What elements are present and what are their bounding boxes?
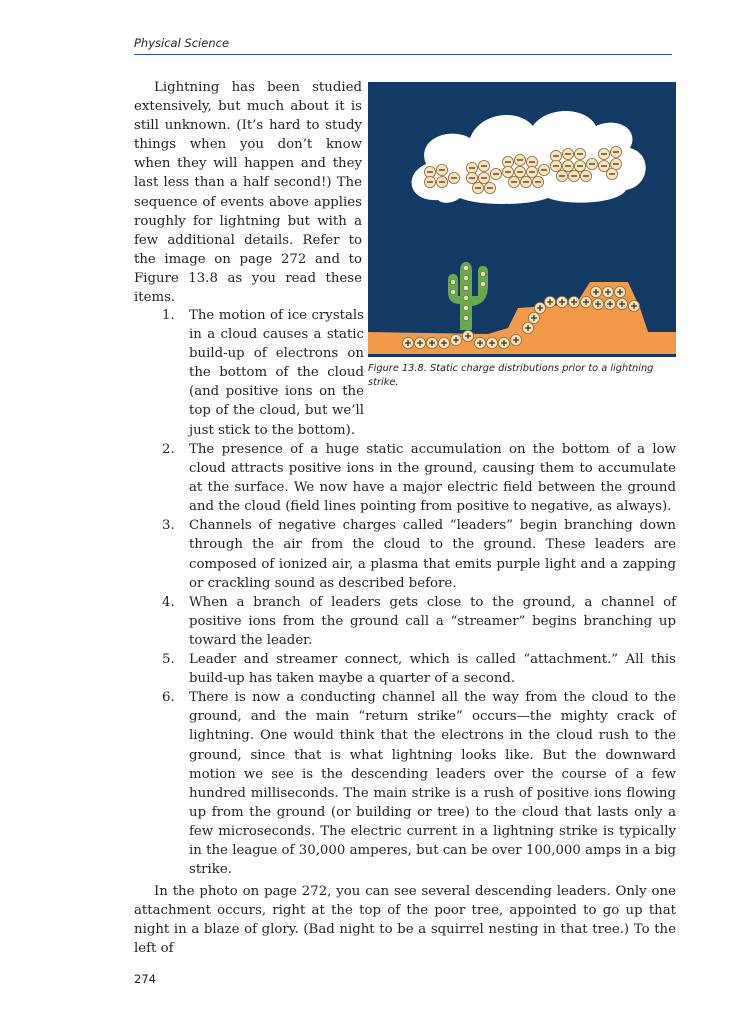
positive-charge-icon	[426, 337, 437, 348]
negative-charge-icon	[610, 158, 621, 169]
list-item-3	[162, 516, 676, 592]
figure-charge-distribution	[368, 82, 676, 357]
negative-charge-icon	[550, 160, 561, 171]
list-text: The motion of ice crystals in a cloud causes a static build-up of electrons on the bottom of the cloud (and positive ions on the top of the cloud, but we’ll just stick to the bottom).	[189, 308, 364, 438]
list-item-1	[162, 306, 364, 440]
positive-charge-icon	[498, 337, 509, 348]
cactus	[448, 262, 488, 330]
negative-charge-icon	[562, 160, 573, 171]
negative-charge-icon	[514, 166, 525, 177]
negative-charge-icon	[436, 176, 447, 187]
list-text: The presence of a huge static accumulation on the bottom of a low cloud attracts positive ions in the ground, causing them to accumulate at the surface. We now have a major electric field between the ground and the cloud (field lines pointing from positive to negative, as always).	[189, 442, 676, 515]
negative-charge-icon	[606, 168, 617, 179]
positive-charge-icon	[450, 334, 461, 345]
negative-charge-icon	[550, 150, 561, 161]
negative-charge-icon	[598, 148, 609, 159]
negative-charge-icon	[526, 156, 537, 167]
numbered-list	[162, 440, 676, 879]
negative-charge-icon	[556, 170, 567, 181]
closing-paragraph: In the photo on page 272, you can see several descending leaders. Only one attachment occurs, right at the top of the poor tree, appointed to go up that night in a blaze of glory. (Bad night to be a squirrel nesting in that tree.) To the left of	[134, 884, 676, 957]
positive-charge-icon	[592, 298, 603, 309]
negative-charge-icon	[466, 172, 477, 183]
negative-charge-icon	[424, 176, 435, 187]
positive-charge-icon	[602, 286, 613, 297]
negative-charge-icon	[526, 166, 537, 177]
positive-charge-icon	[556, 296, 567, 307]
negative-charge-icon	[424, 166, 435, 177]
list-number: 2.	[162, 442, 175, 457]
negative-charge-icon	[538, 164, 549, 175]
negative-charge-icon	[490, 168, 501, 179]
negative-charge-icon	[568, 170, 579, 181]
negative-charge-icon	[532, 176, 543, 187]
positive-charge-icon	[568, 296, 579, 307]
negative-charge-icon	[586, 158, 597, 169]
negative-charge-icon	[472, 182, 483, 193]
list-number: 4.	[162, 594, 175, 610]
positive-charge-icon	[486, 337, 497, 348]
negative-charge-icon	[520, 176, 531, 187]
positive-charge-icon	[614, 286, 625, 297]
negative-charge-icon	[574, 160, 585, 171]
positive-charge-icon	[438, 337, 449, 348]
figure-illustration	[368, 82, 676, 357]
list-number: 6.	[162, 690, 175, 706]
positive-charge-icon	[616, 298, 627, 309]
positive-charge-icon	[580, 296, 591, 307]
positive-charge-icon	[474, 337, 485, 348]
list-item-6	[162, 688, 676, 879]
negative-charge-icon	[478, 172, 489, 183]
list-text: There is now a conducting channel all the way from the cloud to the ground, and the main “return strike” occurs—the mighty crack of lightning. One would think that the electrons in the cloud rush to the ground, since that is what lightning looks like. But the downward motion we see is the descending leaders over the course of a few hundred milliseconds. The main strike is a rush of positive ions flowing up from the ground (or building or tree) to the cloud that lasts only a few microseconds. The electric current in a lightning strike is typically in the league of 30,000 amperes, but can be over 100,000 amps in a big strike.	[189, 690, 676, 878]
list-item-5	[162, 650, 676, 688]
page-number: 274	[134, 972, 156, 986]
negative-charge-icon	[574, 148, 585, 159]
positive-charge-icon	[528, 312, 539, 323]
positive-charge-icon	[462, 330, 473, 341]
positive-charge-icon	[590, 286, 601, 297]
positive-charge-icon	[534, 302, 545, 313]
positive-charge-icon	[544, 296, 555, 307]
negative-charge-icon	[580, 170, 591, 181]
negative-charge-icon	[508, 176, 519, 187]
list-number: 1.	[162, 308, 175, 323]
running-header: Physical Science	[134, 36, 672, 55]
positive-charge-icon	[522, 322, 533, 333]
negative-charge-icon	[448, 172, 459, 183]
negative-charge-icon	[562, 148, 573, 159]
negative-charge-icon	[478, 160, 489, 171]
positive-charge-icon	[402, 337, 413, 348]
list-number: 3.	[162, 518, 175, 534]
positive-charge-icon	[604, 298, 615, 309]
negative-charge-icon	[436, 164, 447, 175]
intro-paragraph: Lightning has been studied extensively, but much about it is still unknown. (It’s hard to study things when you don’t know when they will happen and they last less than a half second!) The sequence of events above applies roughly for lightning but with a few additional details. Refer to the image on page 272 and to Figure 13.8 as you read these items.	[134, 80, 362, 306]
negative-charge-icon	[502, 156, 513, 167]
list-text: Leader and streamer connect, which is called “attachment.” All this build-up has taken maybe a quarter of a second.	[189, 652, 676, 687]
positive-charge-icon	[414, 337, 425, 348]
negative-charge-icon	[502, 166, 513, 177]
negative-charge-icon	[610, 146, 621, 157]
figure-caption: Figure 13.8. Static charge distributions prior to a lightning strike.	[368, 363, 654, 388]
list-number: 5.	[162, 652, 175, 668]
negative-charge-icon	[484, 182, 495, 193]
list-item-4	[162, 593, 676, 650]
list-text: Channels of negative charges called “leaders” begin branching down through the air from the cloud to the ground. These leaders are composed of ionized air, a plasma that emits purple light and a zapping or crackling sound as described before.	[189, 518, 676, 591]
positive-charge-icon	[628, 300, 639, 311]
positive-charge-icon	[510, 334, 521, 345]
list-text: When a branch of leaders gets close to the ground, a channel of positive ions from the ground call a “streamer” begins branching up toward the leader.	[189, 594, 676, 648]
list-item-2	[162, 440, 676, 516]
negative-charge-icon	[466, 162, 477, 173]
negative-charge-icon	[514, 154, 525, 165]
